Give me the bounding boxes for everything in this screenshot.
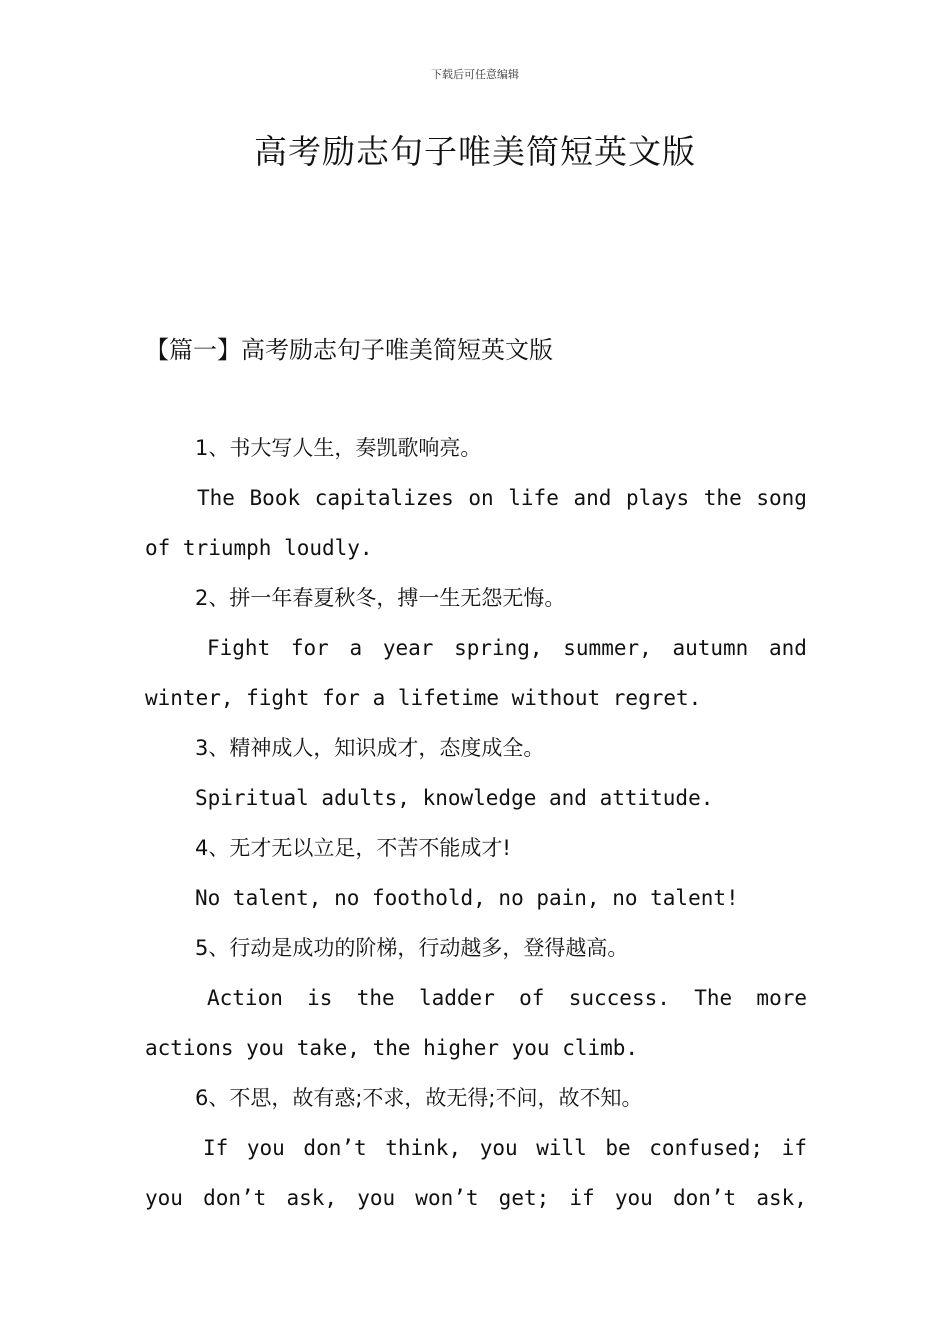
quote-english-line: The Book capitalizes on life and plays the song [197, 486, 807, 510]
quote-chinese: 6、不思，故有惑;不求，故无得;不问，故不知。 [195, 1086, 643, 1110]
section-heading: 【篇一】高考励志句子唯美简短英文版 [145, 336, 553, 364]
document-title: 高考励志句子唯美简短英文版 [254, 132, 696, 171]
quote-chinese: 1、书大写人生，奏凯歌响亮。 [195, 436, 482, 460]
quote-english-line: If you don’t think, you will be confused; if [203, 1136, 807, 1160]
quote-chinese: 3、精神成人，知识成才，态度成全。 [195, 736, 545, 760]
quote-english-line: Spiritual adults, knowledge and attitude. [195, 786, 714, 810]
quote-english-line: you don’t ask, you won’t get; if you don’t ask, [145, 1186, 807, 1210]
quote-chinese: 4、无才无以立足，不苦不能成才! [195, 836, 511, 860]
quote-english-line: No talent, no foothold, no pain, no talent! [195, 886, 739, 910]
header-note: 下载后可任意编辑 [431, 68, 519, 81]
quote-english-line: Action is the ladder of success. The more [207, 986, 807, 1010]
body-text [145, 423, 807, 1223]
quote-chinese: 5、行动是成功的阶梯，行动越多，登得越高。 [195, 936, 629, 960]
quote-chinese: 2、拼一年春夏秋冬，搏一生无怨无悔。 [195, 586, 566, 610]
quote-english-line: Fight for a year spring, summer, autumn and [207, 636, 807, 660]
quote-english-line: winter, fight for a lifetime without regret. [145, 686, 702, 710]
quote-english-line: of triumph loudly. [145, 536, 373, 560]
quote-english-line: actions you take, the higher you climb. [145, 1036, 639, 1060]
